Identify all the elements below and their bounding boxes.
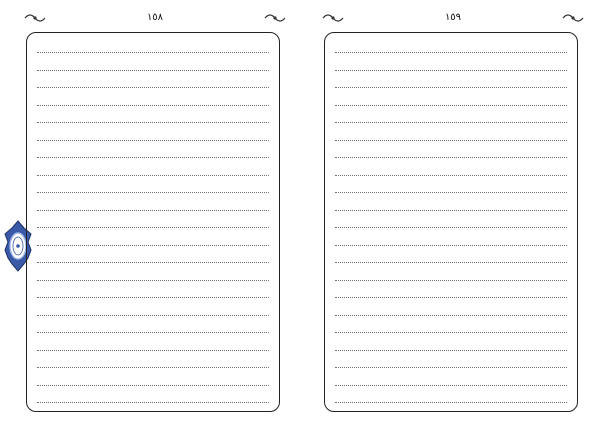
- verse-line: [37, 236, 269, 246]
- verse-line: [335, 376, 567, 386]
- verse-line: [37, 341, 269, 351]
- verse-line: [37, 358, 269, 368]
- page-header: [320, 8, 586, 30]
- verse-line: [37, 306, 269, 316]
- quran-page-left: [22, 8, 288, 418]
- verse-line: [335, 393, 567, 403]
- verse-line: [37, 96, 269, 106]
- verse-line: [335, 288, 567, 298]
- header-ornament-icon: [562, 12, 584, 24]
- verse-line: [335, 306, 567, 316]
- verse-line: [37, 166, 269, 176]
- verse-line: [37, 148, 269, 158]
- verse-line: [37, 183, 269, 193]
- header-ornament-icon: [322, 12, 344, 24]
- header-ornament-icon: [264, 12, 286, 24]
- verse-line: [37, 43, 269, 53]
- page-number: ١٥٩: [444, 12, 462, 23]
- verse-line: [335, 218, 567, 228]
- verse-line: [37, 288, 269, 298]
- verse-line: [335, 61, 567, 71]
- verse-text-frame: [324, 32, 578, 412]
- page-number: ١٥٨: [146, 12, 164, 23]
- verse-line: [37, 253, 269, 263]
- verse-line: [335, 253, 567, 263]
- verse-line: [335, 358, 567, 368]
- verse-line: [335, 271, 567, 281]
- verse-line: [335, 341, 567, 351]
- verse-line: [335, 43, 567, 53]
- verse-line: [37, 376, 269, 386]
- header-ornament-icon: [24, 12, 46, 24]
- verse-line: [37, 131, 269, 141]
- verse-line: [335, 96, 567, 106]
- page-header: [22, 8, 288, 30]
- verse-line: [37, 271, 269, 281]
- verse-line: [335, 148, 567, 158]
- verse-line: [37, 201, 269, 211]
- verse-line: [37, 393, 269, 403]
- verse-line: [335, 201, 567, 211]
- verse-line: [335, 78, 567, 88]
- verse-line: [37, 218, 269, 228]
- verse-line: [335, 131, 567, 141]
- verse-line: [335, 323, 567, 333]
- verse-line: [335, 236, 567, 246]
- verse-line: [335, 166, 567, 176]
- quran-page-right: [320, 8, 586, 418]
- verse-line: [335, 183, 567, 193]
- verse-line: [37, 78, 269, 88]
- verse-line: [37, 323, 269, 333]
- verse-line: [37, 113, 269, 123]
- verse-line: [37, 61, 269, 71]
- verse-text-frame: [26, 32, 280, 412]
- verse-line: [335, 113, 567, 123]
